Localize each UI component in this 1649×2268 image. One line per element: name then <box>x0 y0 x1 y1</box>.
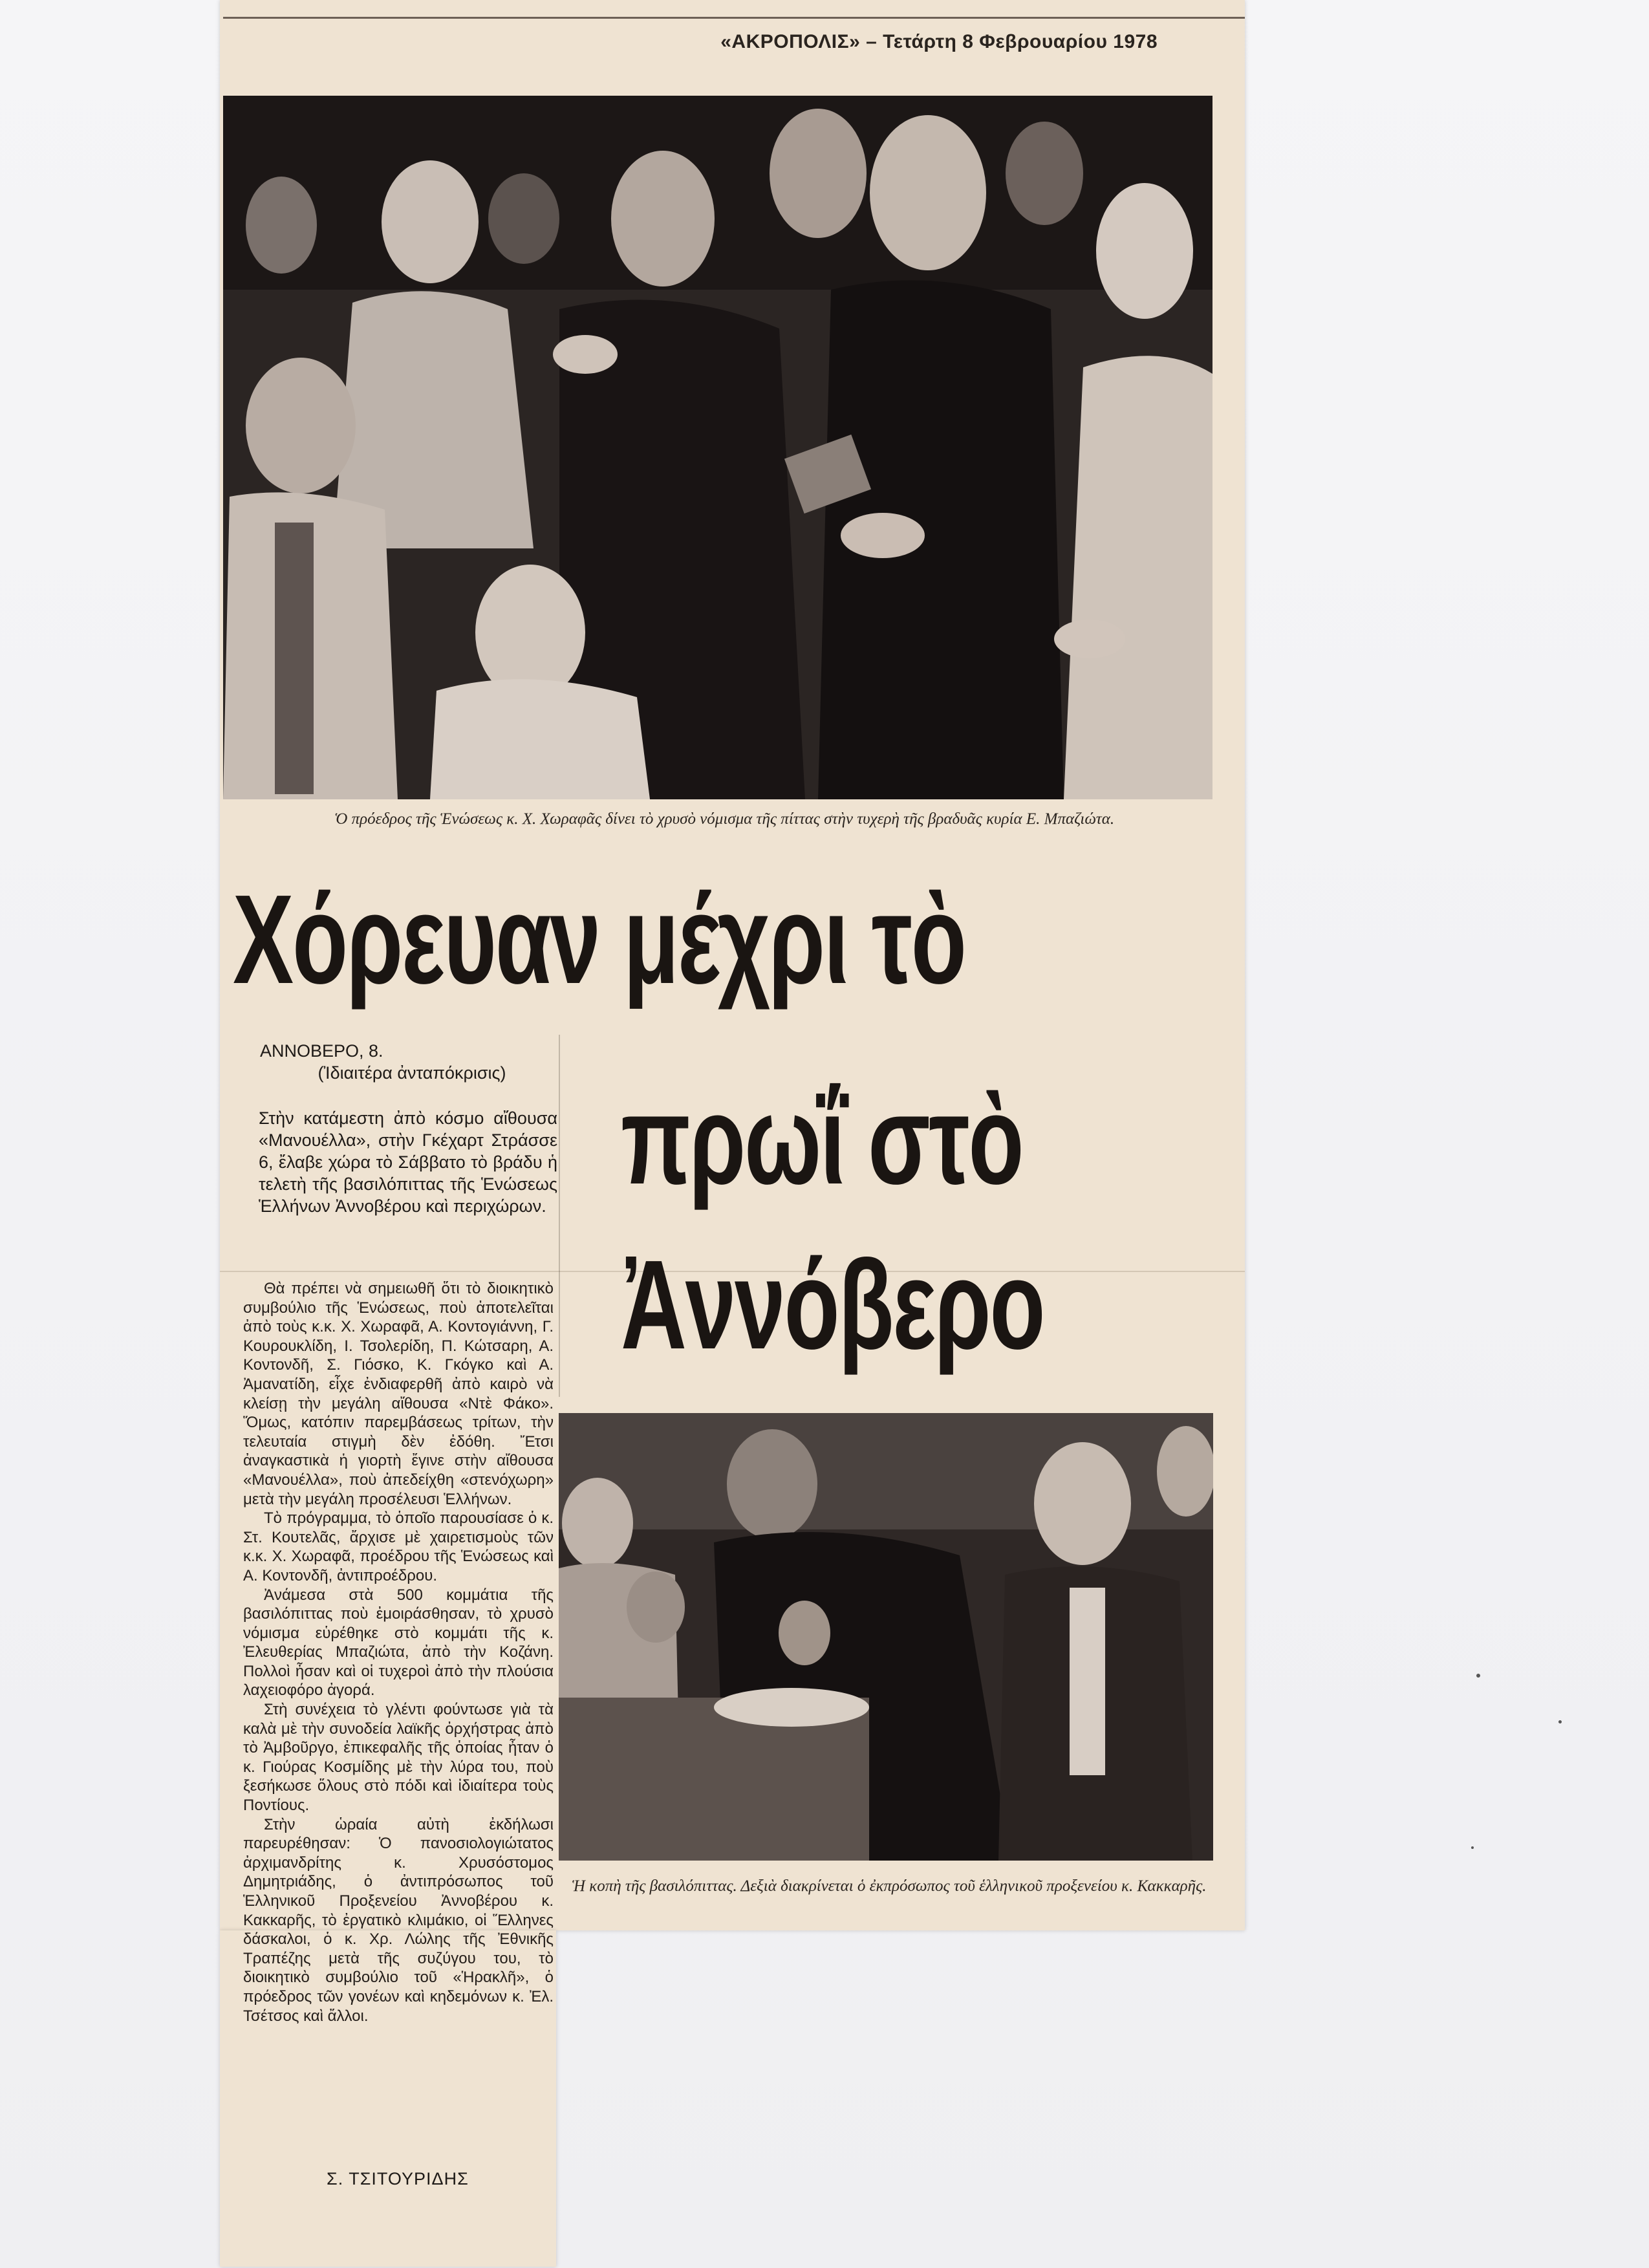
author-signature: Σ. ΤΣΙΤΟΥΡΙΔΗΣ <box>327 2169 469 2188</box>
body-paragraph: Ἀνάμεσα στὰ 500 κομμάτια τῆς βασιλόπιττας ποὺ ἐμοιράσθησαν, τὸ χρυσὸ νόμισμα εὑρέθηκε στὸ κομμάτι τῆς κ. Ἐλευθερίας Μπαζιώτα, ἀπὸ τὴν Κοζάνη. Πολλοὶ ἦσαν καὶ οἱ τυχεροὶ ἀπὸ τὴν πλούσια λαχειοφόρο ἀγορά. <box>243 1586 554 1700</box>
headline-line-1: Χόρευαν μέχρι τὸ <box>233 869 965 1010</box>
lead-paragraph: Στὴν κατάμεστη ἀπὸ κόσμο αἴθουσα «Μανουέλλα», στὴν Γκέχαρτ Στράσσε 6, ἔλαβε χώρα τὸ Σάββατο τὸ βράδυ ἡ τελετὴ τῆς βασιλόπιττας τῆς Ἑνώσεως Ἑλλήνων Ἀννοβέρου καὶ περιχώρων. <box>259 1108 557 1216</box>
article-body <box>243 1279 554 2025</box>
bottom-photograph <box>559 1413 1213 1861</box>
bottom-photo-figures <box>559 1413 1213 1861</box>
scan-speck <box>1476 1674 1480 1678</box>
top-photograph <box>223 96 1212 799</box>
dateline: ΑΝΝΟΒΕΡΟ, 8. <box>260 1041 383 1061</box>
body-paragraph: Στὴ συνέχεια τὸ γλέντι φούντωσε γιὰ τὰ καλὰ μὲ τὴν συνοδεία λαϊκῆς ὀρχήστρας ἀπὸ τὸ Ἀμβοῦργο, ἐπικεφαλῆς τῆς ὁποίας ἦταν ὁ κ. Γιούρας Κοσμίδης μὲ τὴν λύρα του, ποὺ ξεσήκωσε ὅλους στὸ πόδι καὶ ἰδιαίτερα τοὺς Ποντίους. <box>243 1701 554 1815</box>
bottom-photo-caption: Ἡ κοπὴ τῆς βασιλόπιττας. Δεξιὰ διακρίνεται ὁ ἐκπρόσωπος τοῦ ἑλληνικοῦ προξενείου κ. Κακκαρῆς. <box>572 1877 1207 1895</box>
top-photo-figures <box>223 96 1212 799</box>
top-photo-caption: Ὁ πρόεδρος τῆς Ἑνώσεως κ. Χ. Χωραφᾶς δίνει τὸ χρυσὸ νόμισμα τῆς πίττας στὴν τυχερὴ τῆς βραδυᾶς κυρία Ε. Μπαζιώτα. <box>334 810 1115 828</box>
body-paragraph: Θὰ πρέπει νὰ σημειωθῆ ὅτι τὸ διοικητικὸ συμβούλιο τῆς Ἑνώσεως, ποὺ ἀποτελεῖται ἀπὸ τοὺς κ.κ. Χ. Χωραφᾶ, Α. Κοντογιάννη, Γ. Κουρουκλίδη, Ι. Τσολερίδη, Π. Κώτσαρη, Α. Κοντονδῆ, Σ. Γιόσκο, Κ. Γκόγκο καὶ Α. Ἀμανατίδη, εἶχε ἐνδιαφερθῆ ἀπὸ καιρὸ νὰ κλείσῃ τὴν μεγάλη αἴθουσα «Ντὲ Φάκο». Ὅμως, κατόπιν παρεμβάσεως τρίτων, τὴν τελευταία στιγμὴ δὲν ἐδόθη. Ἔτσι ἀναγκαστικὰ ἡ γιορτὴ ἔγινε στὴν αἴθουσα «Μανουέλλα», ποὺ ἀπεδείχθη «στενόχωρη» μετὰ τὴν μεγάλη προσέλευσι Ἑλλήνων. <box>243 1280 554 1508</box>
body-paragraph: Στὴν ὡραία αὐτὴ ἐκδήλωσι παρευρέθησαν: Ὁ πανοσιολογιώτατος ἀρχιμανδρίτης κ. Χρυσόστομος Δημητριάδης, ὁ ἀντιπρόσωπος τοῦ Ἑλληνικοῦ Προξενείου Ἀννοβέρου κ. Κακκαρῆς, τὸ ἐργατικὸ κλιμάκιο, οἱ Ἕλληνες δάσκαλοι, ὁ κ. Χρ. Λώλης τῆς Ἐθνικῆς Τραπέζης μετὰ τῆς συζύγου του, τὸ διοικητικὸ συμβούλιο τοῦ «Ἡρακλῆ», ὁ πρόεδρος τῶν γονέων καὶ κηδεμόνων κ. Ἐλ. Τσέτσος καὶ ἄλλοι. <box>243 1815 554 2025</box>
body-paragraph: Τὸ πρόγραμμα, τὸ ὁποῖο παρουσίασε ὁ κ. Στ. Κουτελᾶς, ἄρχισε μὲ χαιρετισμοὺς τῶν κ.κ. Χ. Χωραφᾶ, προέδρου τῆς Ἑνώσεως καὶ Α. Κοντονδῆ, ἀντιπροέδρου. <box>243 1509 554 1584</box>
scan-speck <box>1471 1846 1474 1849</box>
dateline-block <box>260 1040 564 1084</box>
headline-line-2: πρωΐ στὸ <box>621 1069 1023 1211</box>
headline-line-3: Ἀννόβερο <box>621 1234 1044 1376</box>
scan-speck <box>1558 1720 1562 1723</box>
correspondent-note: (Ἰδιαιτέρα ἀνταπόκρισις) <box>318 1063 506 1083</box>
masthead: «ΑΚΡΟΠΟΛΙΣ» – Τετάρτη 8 Φεβρουαρίου 1978 <box>720 31 1158 52</box>
masthead-rule <box>223 17 1245 19</box>
column-rule <box>559 1035 560 1397</box>
